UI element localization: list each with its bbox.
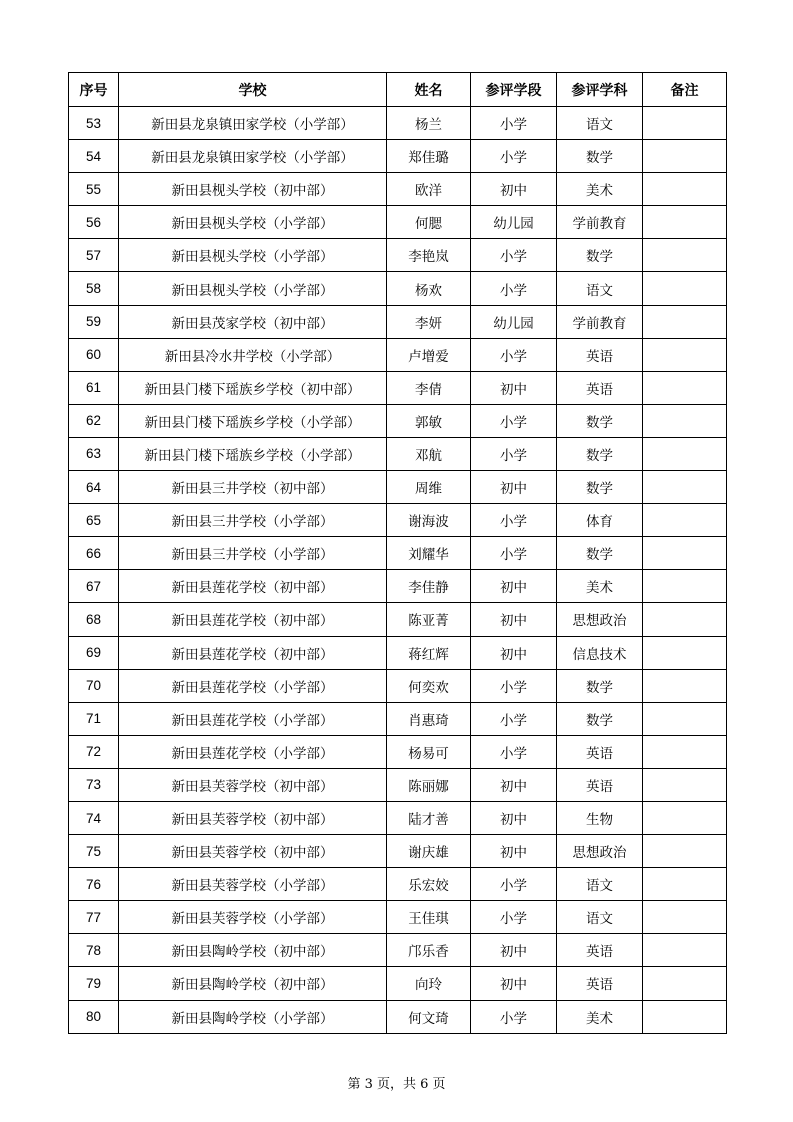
table-row (69, 437, 727, 470)
cell-stage: 小学 (471, 338, 557, 371)
cell-stage: 初中 (471, 934, 557, 967)
cell-remark (643, 669, 727, 702)
cell-no: 69 (69, 636, 119, 669)
cell-stage: 小学 (471, 1000, 557, 1033)
cell-school: 新田县芙蓉学校（小学部） (119, 901, 387, 934)
cell-stage: 小学 (471, 272, 557, 305)
cell-remark (643, 371, 727, 404)
cell-no: 58 (69, 272, 119, 305)
cell-stage: 小学 (471, 140, 557, 173)
cell-school: 新田县茂家学校（初中部） (119, 305, 387, 338)
cell-name: 李艳岚 (387, 239, 471, 272)
cell-subject: 数学 (557, 437, 643, 470)
cell-school: 新田县龙泉镇田家学校（小学部） (119, 107, 387, 140)
cell-subject: 体育 (557, 504, 643, 537)
cell-remark (643, 934, 727, 967)
cell-stage: 小学 (471, 537, 557, 570)
cell-remark (643, 107, 727, 140)
cell-no: 74 (69, 801, 119, 834)
cell-stage: 小学 (471, 437, 557, 470)
cell-subject: 数学 (557, 239, 643, 272)
cell-name: 邝乐香 (387, 934, 471, 967)
table-row (69, 272, 727, 305)
cell-subject: 英语 (557, 338, 643, 371)
cell-subject: 思想政治 (557, 835, 643, 868)
cell-remark (643, 272, 727, 305)
cell-school: 新田县陶岭学校（初中部） (119, 934, 387, 967)
cell-school: 新田县枧头学校（小学部） (119, 239, 387, 272)
cell-name: 陆才善 (387, 801, 471, 834)
cell-subject: 语文 (557, 901, 643, 934)
cell-school: 新田县莲花学校（初中部） (119, 636, 387, 669)
table-row (69, 901, 727, 934)
table-row (69, 504, 727, 537)
cell-name: 杨兰 (387, 107, 471, 140)
cell-name: 何文琦 (387, 1000, 471, 1033)
header-name: 姓名 (387, 73, 471, 107)
cell-stage: 初中 (471, 603, 557, 636)
cell-subject: 英语 (557, 967, 643, 1000)
cell-stage: 初中 (471, 835, 557, 868)
cell-subject: 数学 (557, 140, 643, 173)
cell-school: 新田县莲花学校（小学部） (119, 702, 387, 735)
cell-stage: 小学 (471, 404, 557, 437)
cell-no: 75 (69, 835, 119, 868)
table-row (69, 967, 727, 1000)
cell-no: 55 (69, 173, 119, 206)
roster-table (68, 72, 727, 1034)
table-row (69, 835, 727, 868)
cell-school: 新田县莲花学校（初中部） (119, 603, 387, 636)
cell-subject: 美术 (557, 173, 643, 206)
table-row (69, 1000, 727, 1033)
cell-subject: 语文 (557, 107, 643, 140)
table-row (69, 107, 727, 140)
table-row (69, 239, 727, 272)
cell-name: 郑佳璐 (387, 140, 471, 173)
table-row (69, 471, 727, 504)
cell-no: 61 (69, 371, 119, 404)
cell-name: 李倩 (387, 371, 471, 404)
cell-no: 76 (69, 868, 119, 901)
table-row (69, 636, 727, 669)
cell-remark (643, 1000, 727, 1033)
cell-no: 80 (69, 1000, 119, 1033)
cell-subject: 生物 (557, 801, 643, 834)
cell-name: 谢庆雄 (387, 835, 471, 868)
cell-name: 欧洋 (387, 173, 471, 206)
cell-stage: 小学 (471, 868, 557, 901)
cell-stage: 小学 (471, 735, 557, 768)
cell-stage: 幼儿园 (471, 305, 557, 338)
table-row (69, 669, 727, 702)
page-number: 第 3 页，共 6 页 (347, 1077, 446, 1092)
cell-no: 56 (69, 206, 119, 239)
cell-subject: 数学 (557, 537, 643, 570)
table-row (69, 570, 727, 603)
cell-stage: 初中 (471, 967, 557, 1000)
table-row (69, 371, 727, 404)
cell-remark (643, 471, 727, 504)
cell-name: 陈丽娜 (387, 768, 471, 801)
cell-remark (643, 239, 727, 272)
cell-school: 新田县陶岭学校（初中部） (119, 967, 387, 1000)
cell-name: 李佳静 (387, 570, 471, 603)
cell-school: 新田县陶岭学校（小学部） (119, 1000, 387, 1033)
header-row (69, 73, 727, 107)
cell-stage: 初中 (471, 570, 557, 603)
cell-name: 李妍 (387, 305, 471, 338)
cell-no: 59 (69, 305, 119, 338)
cell-remark (643, 868, 727, 901)
cell-school: 新田县芙蓉学校（初中部） (119, 768, 387, 801)
cell-remark (643, 768, 727, 801)
cell-school: 新田县枧头学校（小学部） (119, 206, 387, 239)
cell-remark (643, 305, 727, 338)
cell-school: 新田县莲花学校（小学部） (119, 735, 387, 768)
cell-school: 新田县龙泉镇田家学校（小学部） (119, 140, 387, 173)
cell-no: 54 (69, 140, 119, 173)
cell-name: 蒋红辉 (387, 636, 471, 669)
cell-no: 63 (69, 437, 119, 470)
header-school: 学校 (119, 73, 387, 107)
table-row (69, 735, 727, 768)
table-row (69, 206, 727, 239)
cell-no: 66 (69, 537, 119, 570)
cell-name: 肖惠琦 (387, 702, 471, 735)
cell-name: 周维 (387, 471, 471, 504)
cell-name: 何腮 (387, 206, 471, 239)
cell-no: 57 (69, 239, 119, 272)
cell-name: 谢海波 (387, 504, 471, 537)
header-stage: 参评学段 (471, 73, 557, 107)
table-row (69, 537, 727, 570)
cell-stage: 初中 (471, 371, 557, 404)
cell-subject: 信息技术 (557, 636, 643, 669)
cell-stage: 初中 (471, 636, 557, 669)
cell-school: 新田县枧头学校（小学部） (119, 272, 387, 305)
cell-school: 新田县莲花学校（小学部） (119, 669, 387, 702)
cell-remark (643, 404, 727, 437)
cell-school: 新田县三井学校（初中部） (119, 471, 387, 504)
cell-name: 向玲 (387, 967, 471, 1000)
table-row (69, 801, 727, 834)
cell-subject: 数学 (557, 702, 643, 735)
cell-no: 70 (69, 669, 119, 702)
cell-remark (643, 537, 727, 570)
cell-subject: 英语 (557, 735, 643, 768)
cell-stage: 小学 (471, 669, 557, 702)
cell-remark (643, 702, 727, 735)
cell-remark (643, 173, 727, 206)
table-row (69, 868, 727, 901)
cell-school: 新田县莲花学校（初中部） (119, 570, 387, 603)
table-row (69, 338, 727, 371)
cell-no: 78 (69, 934, 119, 967)
cell-subject: 语文 (557, 868, 643, 901)
cell-name: 乐宏姣 (387, 868, 471, 901)
cell-school: 新田县三井学校（小学部） (119, 504, 387, 537)
cell-stage: 初中 (471, 173, 557, 206)
cell-no: 53 (69, 107, 119, 140)
cell-school: 新田县门楼下瑶族乡学校（小学部） (119, 437, 387, 470)
header-no: 序号 (69, 73, 119, 107)
cell-stage: 初中 (471, 471, 557, 504)
cell-remark (643, 636, 727, 669)
cell-name: 郭敏 (387, 404, 471, 437)
cell-name: 杨易可 (387, 735, 471, 768)
cell-stage: 小学 (471, 239, 557, 272)
cell-subject: 美术 (557, 1000, 643, 1033)
cell-remark (643, 437, 727, 470)
cell-stage: 小学 (471, 901, 557, 934)
cell-stage: 初中 (471, 768, 557, 801)
cell-school: 新田县门楼下瑶族乡学校（小学部） (119, 404, 387, 437)
cell-subject: 学前教育 (557, 206, 643, 239)
cell-subject: 美术 (557, 570, 643, 603)
cell-remark (643, 901, 727, 934)
cell-name: 陈亚菁 (387, 603, 471, 636)
cell-no: 60 (69, 338, 119, 371)
cell-no: 72 (69, 735, 119, 768)
table-row (69, 603, 727, 636)
cell-subject: 语文 (557, 272, 643, 305)
cell-subject: 数学 (557, 404, 643, 437)
cell-school: 新田县三井学校（小学部） (119, 537, 387, 570)
cell-remark (643, 570, 727, 603)
cell-stage: 初中 (471, 801, 557, 834)
table-row (69, 702, 727, 735)
cell-remark (643, 801, 727, 834)
cell-stage: 小学 (471, 504, 557, 537)
cell-school: 新田县芙蓉学校（初中部） (119, 801, 387, 834)
cell-name: 卢增爱 (387, 338, 471, 371)
table-row (69, 305, 727, 338)
roster-body (69, 107, 727, 1034)
cell-stage: 幼儿园 (471, 206, 557, 239)
cell-remark (643, 206, 727, 239)
table-row (69, 404, 727, 437)
cell-stage: 小学 (471, 107, 557, 140)
cell-subject: 英语 (557, 934, 643, 967)
cell-remark (643, 504, 727, 537)
cell-no: 67 (69, 570, 119, 603)
cell-name: 刘耀华 (387, 537, 471, 570)
cell-school: 新田县冷水井学校（小学部） (119, 338, 387, 371)
header-subject: 参评学科 (557, 73, 643, 107)
cell-no: 62 (69, 404, 119, 437)
cell-subject: 数学 (557, 471, 643, 504)
cell-no: 68 (69, 603, 119, 636)
cell-stage: 小学 (471, 702, 557, 735)
table-row (69, 768, 727, 801)
cell-school: 新田县芙蓉学校（小学部） (119, 868, 387, 901)
cell-subject: 英语 (557, 768, 643, 801)
cell-school: 新田县芙蓉学校（初中部） (119, 835, 387, 868)
cell-name: 邓航 (387, 437, 471, 470)
table-row (69, 934, 727, 967)
cell-remark (643, 735, 727, 768)
cell-remark (643, 967, 727, 1000)
cell-no: 65 (69, 504, 119, 537)
cell-remark (643, 140, 727, 173)
table-row (69, 140, 727, 173)
cell-remark (643, 603, 727, 636)
cell-no: 64 (69, 471, 119, 504)
header-remark: 备注 (643, 73, 727, 107)
cell-subject: 英语 (557, 371, 643, 404)
table-row (69, 173, 727, 206)
cell-remark (643, 338, 727, 371)
cell-subject: 数学 (557, 669, 643, 702)
cell-name: 何奕欢 (387, 669, 471, 702)
cell-school: 新田县枧头学校（初中部） (119, 173, 387, 206)
cell-subject: 思想政治 (557, 603, 643, 636)
cell-name: 王佳琪 (387, 901, 471, 934)
cell-subject: 学前教育 (557, 305, 643, 338)
cell-name: 杨欢 (387, 272, 471, 305)
cell-no: 73 (69, 768, 119, 801)
cell-remark (643, 835, 727, 868)
cell-no: 71 (69, 702, 119, 735)
cell-no: 79 (69, 967, 119, 1000)
cell-no: 77 (69, 901, 119, 934)
cell-school: 新田县门楼下瑶族乡学校（初中部） (119, 371, 387, 404)
